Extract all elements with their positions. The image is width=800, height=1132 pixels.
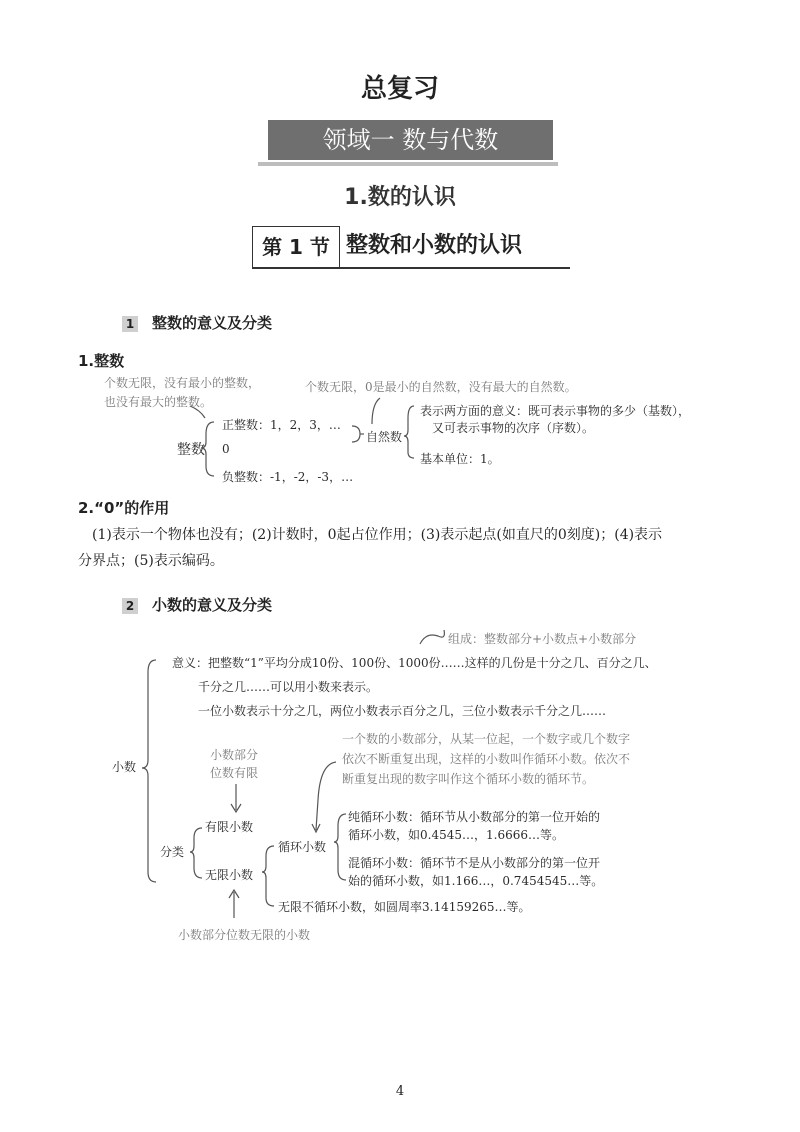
integer-root-label: 整数 [177,442,205,458]
chapter-title: 1.数的认识 [344,185,456,210]
zero-label: 0 [222,442,230,456]
recurring-note-2: 依次不断重复出现，这样的小数叫作循环小数。依次不 [342,752,631,766]
topic2-title: 小数的意义及分类 [152,596,273,614]
mixed-recurring-2: 始的循环小数，如1.166…，0.7454545…等。 [348,874,604,888]
zero-role-heading: 2.“0”的作用 [78,499,170,517]
page-title: 总复习 [360,74,439,104]
natural-number-label: 自然数 [366,430,403,444]
mixed-recurring-1: 混循环小数：循环节不是从小数部分的第一位开 [348,856,601,870]
decimal-meaning-1: 意义：把整数“1”平均分成10份、100份、1000份……这样的几份是十分之几、百分之几、 [172,656,657,670]
section-tab: 第 1 节 [252,226,340,267]
topic-number-badge: 1 [122,316,138,332]
infinite-note: 小数部分位数无限的小数 [178,928,311,942]
recurring-decimal: 循环小数 [278,840,327,854]
integer-note-left-2: 也没有最大的整数。 [104,395,213,409]
positive-integers: 正整数：1，2，3，… [222,418,341,432]
finite-note-2: 位数有限 [210,766,259,780]
topic2-number-badge: 2 [122,598,138,614]
integer-heading: 1.整数 [78,352,125,370]
integer-note-left: 个数无限，没有最小的整数， [104,376,261,390]
pure-recurring-2: 循环小数，如0.4545…，1.6666…等。 [348,828,564,842]
decimal-meaning-3: 一位小数表示十分之几，两位小数表示百分之几，三位小数表示千分之几…… [198,704,607,718]
finite-note-1: 小数部分 [210,748,259,762]
decimal-root-label: 小数 [112,760,137,774]
zero-role-line-1: (1)表示一个物体也没有；(2)计数时，0起占位作用；(3)表示起点(如直尺的0刻度)；(4)表示 [92,527,663,543]
recurring-note-1: 一个数的小数部分，从某一位起，一个数字或几个数字 [342,732,631,746]
finite-decimal: 有限小数 [205,820,254,834]
classify-label: 分类 [160,845,185,859]
infinite-decimal: 无限小数 [205,868,254,882]
pure-recurring-1: 纯循环小数：循环节从小数部分的第一位开始的 [348,810,601,824]
natural-unit: 基本单位：1。 [420,452,500,466]
natural-note: 个数无限，0是最小的自然数，没有最大的自然数。 [305,380,577,394]
section-title: 整数和小数的认识 [346,233,523,258]
natural-meaning-1: 表示两方面的意义：既可表示事物的多少（基数）， [420,404,691,418]
page-number: 4 [395,1084,405,1099]
topic-title: 整数的意义及分类 [152,314,273,332]
recurring-note-3: 断重复出现的数字叫作这个循环小数的循环节。 [342,772,595,786]
zero-role-line-2: 分界点；(5)表示编码。 [78,553,224,569]
non-recurring-decimal: 无限不循环小数，如圆周率3.14159265…等。 [278,900,531,914]
decimal-meaning-2: 千分之几……可以用小数来表示。 [198,680,379,694]
negative-integers: 负整数：-1，-2，-3，… [222,470,354,484]
domain-banner: 领域一 数与代数 [268,120,553,160]
composition-note: 组成：整数部分+小数点+小数部分 [448,632,637,646]
natural-meaning-2: 又可表示事物的次序（序数）。 [432,421,595,435]
